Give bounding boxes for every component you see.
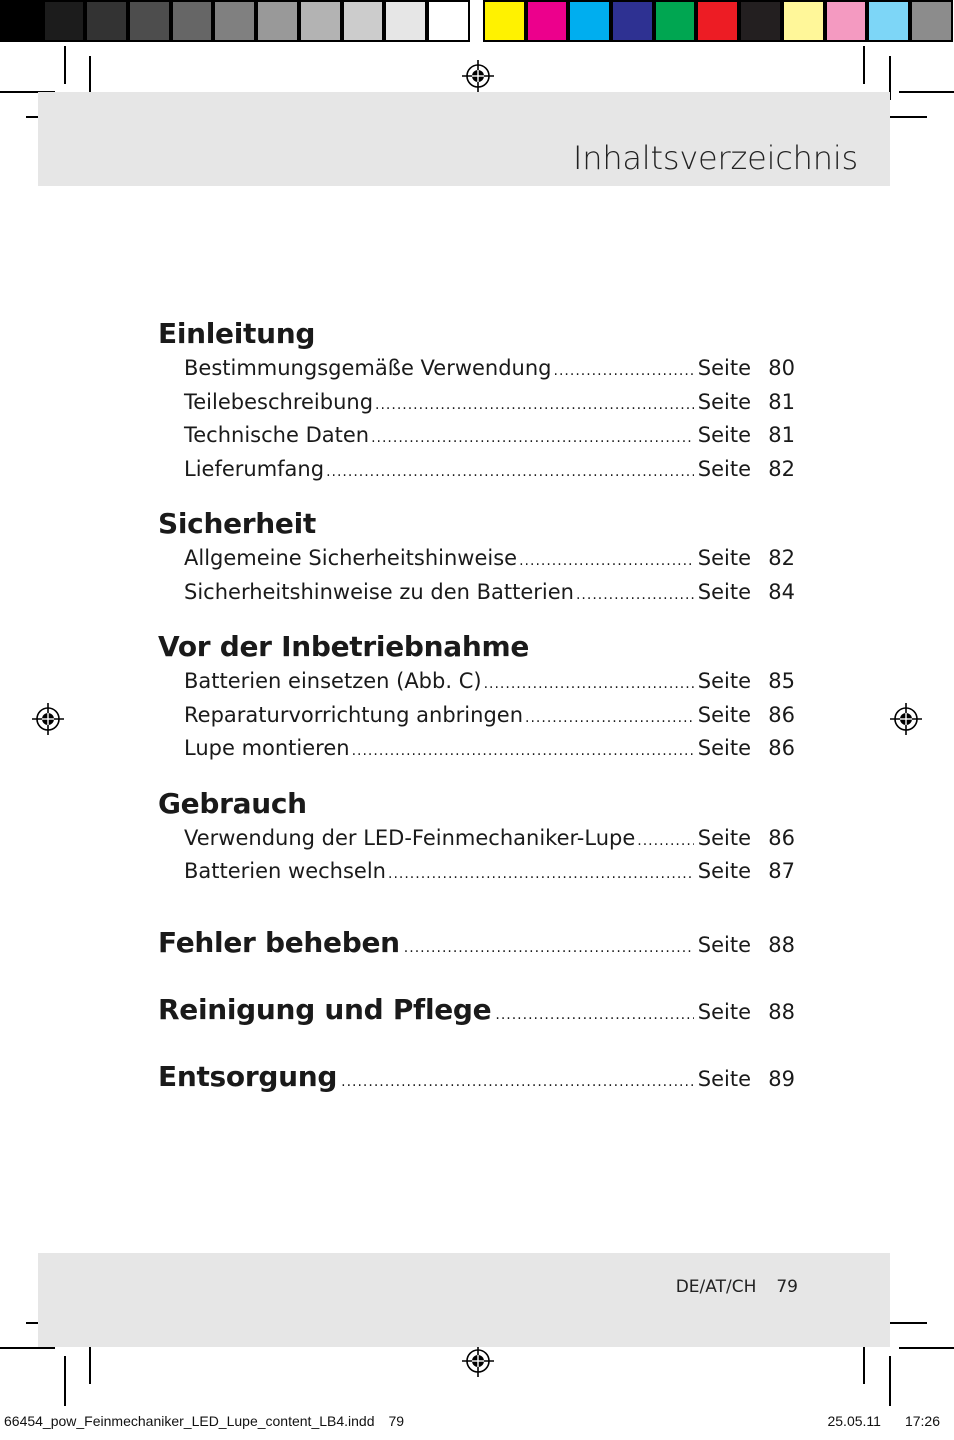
toc-entry-seite: Seite — [697, 825, 751, 850]
toc-entry — [158, 453, 795, 487]
toc-entry-page: 86 — [768, 825, 795, 850]
color-swatch — [568, 0, 611, 42]
toc-section-entry — [158, 909, 795, 976]
toc-entry-seite: Seite — [697, 736, 751, 760]
toc-entry-label: Teilebeschreibung — [184, 389, 374, 414]
dot-leader — [484, 668, 694, 702]
crop-mark — [899, 91, 954, 93]
dot-leader — [375, 389, 694, 423]
grayscale-color-bar — [0, 0, 470, 46]
dot-leader — [554, 355, 694, 389]
footer-page-info — [676, 1277, 798, 1297]
toc-entry-page: 85 — [768, 669, 795, 693]
toc-entry-seite: Seite — [697, 669, 751, 693]
registration-mark-icon — [32, 703, 64, 735]
toc-entry — [158, 732, 795, 766]
color-swatch — [256, 0, 299, 42]
crop-mark — [64, 1356, 66, 1406]
color-swatch — [526, 0, 569, 42]
dot-leader — [495, 982, 693, 1049]
color-swatch — [483, 0, 526, 42]
toc-entry-seite: Seite — [697, 702, 751, 727]
crop-mark — [0, 1347, 55, 1349]
toc-entry-label: Verwendung der LED-Feinmechaniker-Lupe — [184, 825, 636, 850]
color-swatch — [825, 0, 868, 42]
toc-entry-page: 84 — [768, 579, 795, 604]
footer-band — [38, 1253, 890, 1347]
crop-mark — [64, 46, 66, 84]
color-swatch — [43, 0, 86, 42]
dot-leader — [341, 1049, 694, 1116]
registration-mark-icon — [462, 60, 494, 92]
dot-leader — [576, 579, 694, 613]
slug-page: 79 — [388, 1413, 405, 1429]
section-heading: Vor der Inbetriebnahme — [158, 630, 530, 663]
toc-entry-page: 80 — [768, 356, 795, 380]
color-swatch — [654, 0, 697, 42]
color-swatch — [171, 0, 214, 42]
color-swatch — [782, 0, 825, 42]
section-heading: Sicherheit — [158, 507, 317, 540]
color-swatch — [342, 0, 385, 42]
dot-leader — [404, 915, 694, 982]
crop-mark — [899, 1347, 954, 1349]
color-swatch — [427, 0, 470, 42]
toc-entry-label: Batterien wechseln — [184, 859, 386, 883]
dot-leader — [637, 825, 693, 859]
color-swatch — [213, 0, 256, 42]
toc-section-entry — [158, 1043, 795, 1110]
color-swatch — [128, 0, 171, 42]
section-heading: Fehler beheben — [158, 925, 400, 959]
color-swatch — [910, 0, 953, 42]
toc-entry-label: Lieferumfang — [184, 456, 325, 481]
footer-locale: DE/AT/CH — [675, 1277, 757, 1297]
registration-mark-icon — [462, 1345, 494, 1377]
dot-leader — [525, 702, 694, 736]
toc-entry-label: Batterien einsetzen (Abb. C) — [184, 669, 482, 693]
toc-entry-page: 81 — [768, 389, 795, 414]
dot-leader — [352, 735, 694, 769]
toc-entry-seite: Seite — [697, 859, 751, 883]
toc-entry — [158, 542, 795, 576]
toc-entry-page: 82 — [768, 546, 795, 570]
toc-entry — [158, 352, 795, 386]
section-gap — [158, 486, 795, 506]
color-swatch — [611, 0, 654, 42]
toc-entry — [158, 822, 795, 856]
color-swatch — [299, 0, 342, 42]
color-swatch — [0, 0, 43, 42]
toc-entry-page: 87 — [768, 859, 795, 883]
dot-leader — [371, 422, 694, 456]
toc-entry-seite: Seite — [697, 1066, 751, 1091]
table-of-contents — [158, 316, 795, 1110]
crop-mark — [889, 1356, 891, 1406]
toc-section-entry — [158, 976, 795, 1043]
toc-entry-page: 86 — [768, 736, 795, 760]
color-swatch — [384, 0, 427, 42]
toc-entry-seite: Seite — [697, 932, 751, 957]
crop-mark — [863, 46, 865, 84]
print-slug-datetime — [827, 1413, 940, 1429]
slug-date: 25.05.11 — [827, 1413, 881, 1429]
page-title: Inhaltsverzeichnis — [573, 139, 858, 177]
color-swatch — [85, 0, 128, 42]
toc-entry-seite: Seite — [697, 356, 751, 380]
toc-entry — [158, 855, 795, 889]
toc-entry-page: 88 — [768, 932, 795, 957]
slug-time: 17:26 — [904, 1413, 940, 1429]
toc-entry — [158, 699, 795, 733]
toc-entry — [158, 419, 795, 453]
section-heading: Entsorgung — [158, 1059, 338, 1093]
registration-mark-icon — [890, 703, 922, 735]
section-gap — [158, 766, 795, 786]
toc-entry-label: Sicherheitshinweise zu den Batterien — [184, 579, 574, 604]
toc-entry-seite: Seite — [697, 456, 751, 481]
dot-leader — [326, 456, 694, 490]
section-heading: Gebrauch — [158, 786, 307, 820]
toc-entry-page: 82 — [768, 456, 795, 481]
toc-entry — [158, 665, 795, 699]
toc-entry-page: 89 — [768, 1066, 795, 1091]
section-heading: Einleitung — [158, 317, 316, 350]
toc-entry — [158, 576, 795, 610]
toc-entry-seite: Seite — [697, 579, 751, 604]
toc-entry-label: Allgemeine Sicherheitshinweise — [184, 546, 518, 570]
toc-entry-label: Reparaturvorrichtung anbringen — [184, 702, 524, 727]
toc-entry-seite: Seite — [697, 999, 751, 1024]
toc-entry-page: 86 — [768, 702, 795, 727]
color-swatch — [739, 0, 782, 42]
toc-entry-page: 88 — [768, 999, 795, 1024]
section-gap — [158, 889, 795, 909]
section-heading: Reinigung und Pflege — [158, 992, 492, 1026]
toc-entry-label: Bestimmungsgemäße Verwendung — [184, 356, 552, 380]
section-gap — [158, 609, 795, 629]
slug-filename: 66454_pow_Feinmechaniker_LED_Lupe_content_LB4.indd — [4, 1413, 375, 1429]
toc-entry — [158, 386, 795, 420]
print-slug-file — [4, 1413, 404, 1429]
toc-entry-page: 81 — [768, 423, 795, 447]
toc-entry-label: Technische Daten — [184, 423, 370, 447]
footer-page-number: 79 — [776, 1277, 798, 1297]
toc-entry-label: Lupe montieren — [184, 736, 350, 760]
toc-entry-seite: Seite — [697, 546, 751, 570]
toc-entry-seite: Seite — [697, 423, 751, 447]
color-swatch — [696, 0, 739, 42]
dot-leader — [519, 545, 694, 579]
process-color-bar — [483, 0, 953, 46]
toc-entry-seite: Seite — [697, 389, 751, 414]
dot-leader — [388, 858, 694, 892]
color-swatch — [867, 0, 910, 42]
